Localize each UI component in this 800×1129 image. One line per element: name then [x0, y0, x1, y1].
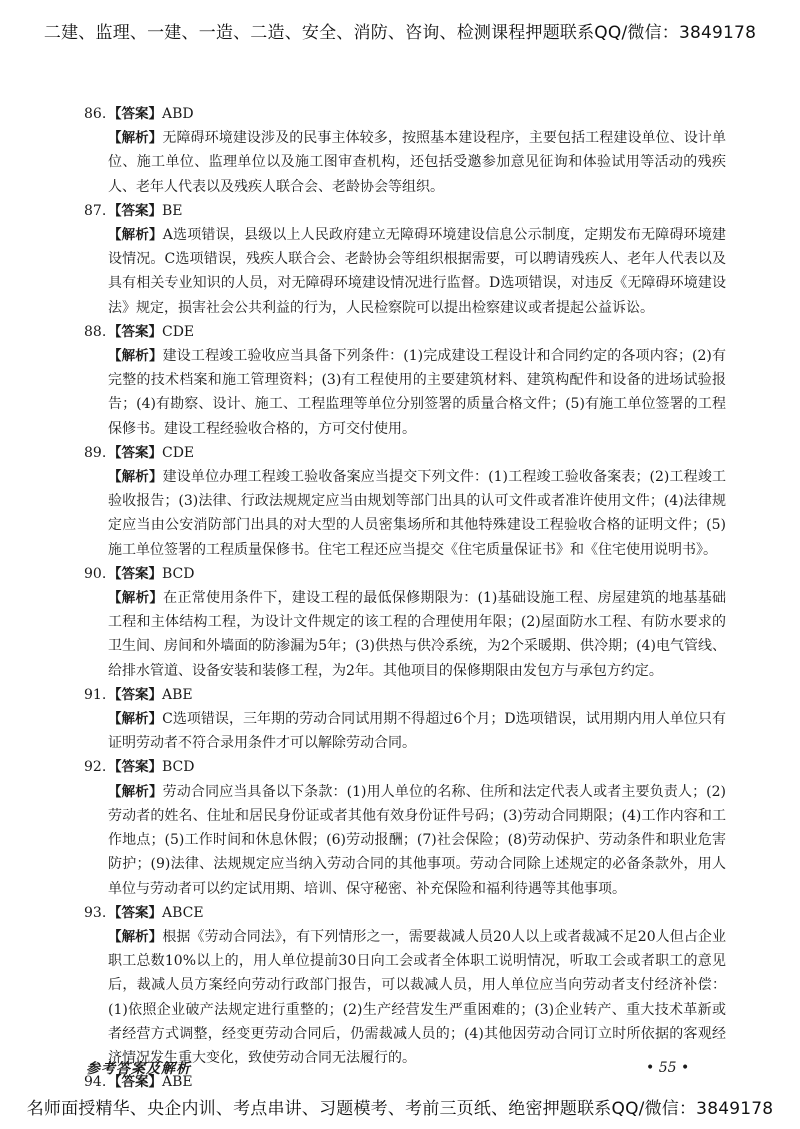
answer-label: 【答案】	[108, 444, 162, 461]
top-banner: 二建、监理、一建、一造、二造、安全、消防、咨询、检测课程押题联系QQ/微信：3849178	[43, 23, 757, 43]
analysis-text: 在正常使用条件下，建设工程的最低保修期限为：(1)基础设施工程、房屋建筑的地基基础工程和主体结构工程，为设计文件规定的该工程的合理使用年限；(2)屋面防水工程、有防水要求的卫生间、房间和外墙面的防渗漏为5年；(3)供热与供冷系统，为2个采暖期、供冷期；(4)电气管线、给排水管道、设备安装和装修工程，为2年。其他项目的保修期限由发包方与承包方约定。	[108, 590, 726, 679]
question-number: 87.	[84, 202, 107, 219]
answer-label: 【答案】	[108, 686, 162, 703]
section-title: 参考答案及解析	[86, 1061, 191, 1077]
analysis-label: 【解析】	[108, 348, 163, 365]
answer-value: BE	[162, 202, 183, 219]
answer-entry-88	[86, 320, 726, 441]
answer-entry-92	[86, 755, 726, 900]
question-number: 93.	[84, 904, 107, 921]
question-number: 94.	[84, 1074, 107, 1091]
analysis-label: 【解析】	[108, 711, 163, 728]
analysis-label: 【解析】	[108, 469, 163, 486]
answer-label: 【答案】	[108, 904, 162, 921]
analysis-label: 【解析】	[108, 783, 163, 800]
answer-label: 【答案】	[108, 759, 162, 776]
answer-value: CDE	[162, 323, 195, 340]
bottom-banner: 名师面授精华、央企内训、考点串讲、习题模考、考前三页纸、绝密押题联系QQ/微信：3849178	[26, 1099, 774, 1119]
answer-label: 【答案】	[108, 106, 162, 122]
question-number: 89.	[84, 444, 107, 461]
answer-value: ABCE	[162, 904, 204, 921]
analysis-text: 劳动合同应当具备以下条款：(1)用人单位的名称、住所和法定代表人或者主要负责人；(2)劳动者的姓名、住址和居民身份证或者其他有效身份证件号码；(3)劳动合同期限；(4)工作内容和工作地点；(5)工作时间和休息休假；(6)劳动报酬；(7)社会保险；(8)劳动保护、劳动条件和职业危害防护；(9)法律、法规规定应当纳入劳动合同的其他事项。劳动合同除上述规定的必备条款外，用人单位与劳动者可以约定试用期、培训、保守秘密、补充保险和福利待遇等其他事项。	[108, 783, 726, 897]
question-number: 92.	[84, 759, 107, 776]
analysis-label: 【解析】	[108, 590, 164, 607]
answer-entry-93	[86, 901, 726, 1070]
analysis-label: 【解析】	[108, 227, 163, 244]
question-number: 88.	[84, 323, 107, 340]
answer-label: 【答案】	[108, 565, 162, 582]
answer-entry-87	[86, 199, 726, 320]
answer-value: ABE	[162, 686, 193, 703]
answer-entry-86	[86, 102, 726, 199]
analysis-text: 无障碍环境建设涉及的民事主体较多，按照基本建设程序，主要包括工程建设单位、设计单位、施工单位、监理单位以及施工图审查机构，还包括受邀参加意见征询和体验试用等活动的残疾人、老年人代表以及残疾人联合会、老龄协会等组织。	[108, 130, 727, 195]
analysis-label: 【解析】	[108, 928, 163, 945]
answer-value: BCD	[162, 759, 195, 776]
analysis-text: C选项错误，三年期的劳动合同试用期不得超过6个月；D选项错误，试用期内用人单位只有证明劳动者不符合录用条件才可以解除劳动合同。	[108, 711, 726, 752]
question-number: 86.	[84, 106, 107, 122]
answer-value: CDE	[162, 444, 195, 461]
analysis-text: 根据《劳动合同法》，有下列情形之一，需要裁减人员20人以上或者裁减不足20人但占企业职工总数10%以上的，用人单位提前30日向工会或者全体职工说明情况，听取工会或者职工的意见后，裁减人员方案经向劳动行政部门报告，可以裁减人员，用人单位应当向劳动者支付经济补偿：(1)依照企业破产法规定进行重整的；(2)生产经营发生严重困难的；(3)企业转产、重大技术革新或者经营方式调整，经变更劳动合同后，仍需裁减人员的；(4)其他因劳动合同订立时所依据的客观经济情况发生重大变化，致使劳动合同无法履行的。	[108, 928, 726, 1066]
answer-entry-91	[86, 683, 726, 756]
answer-value: BCD	[162, 565, 195, 582]
answer-entry-90	[86, 562, 726, 683]
analysis-text: 建设工程竣工验收应当具备下列条件：(1)完成建设工程设计和合同约定的各项内容；(2)有完整的技术档案和施工管理资料；(3)有工程使用的主要建筑材料、建筑构配件和设备的进场试验报告；(4)有勘察、设计、施工、工程监理等单位分别签署的质量合格文件；(5)有施工单位签署的工程保修书。建设工程经验收合格的，方可交付使用。	[108, 348, 726, 437]
answer-label: 【答案】	[108, 202, 162, 219]
answer-value: ABD	[162, 106, 194, 122]
answer-entry-89	[86, 441, 726, 562]
answer-list	[86, 102, 726, 1094]
question-number: 91.	[84, 686, 107, 703]
analysis-text: A选项错误，县级以上人民政府建立无障碍环境建设信息公示制度，定期发布无障碍环境建设情况。C选项错误，残疾人联合会、老龄协会等组织根据需要，可以聘请残疾人、老年人代表以及具有相关专业知识的人员，对无障碍环境建设情况进行监督。D选项错误，对违反《无障碍环境建设法》规定，损害社会公共利益的行为，人民检察院可以提出检察建议或者提起公益诉讼。	[108, 227, 726, 316]
page-number: • 55 •	[646, 1060, 690, 1076]
answer-label: 【答案】	[108, 1074, 162, 1091]
answer-value: ABE	[162, 1074, 193, 1091]
analysis-text: 建设单位办理工程竣工验收备案应当提交下列文件：(1)工程竣工验收备案表；(2)工程竣工验收报告；(3)法律、行政法规规定应当由规划等部门出具的认可文件或者准许使用文件；(4)法律规定应当由公安消防部门出具的对大型的人员密集场所和其他特殊建设工程验收合格的证明文件；(5)施工单位签署的工程质量保修书。住宅工程还应当提交《住宅质量保证书》和《住宅使用说明书》。	[108, 469, 726, 558]
analysis-label: 【解析】	[108, 130, 163, 147]
answer-label: 【答案】	[108, 323, 162, 340]
question-number: 90.	[84, 565, 107, 582]
